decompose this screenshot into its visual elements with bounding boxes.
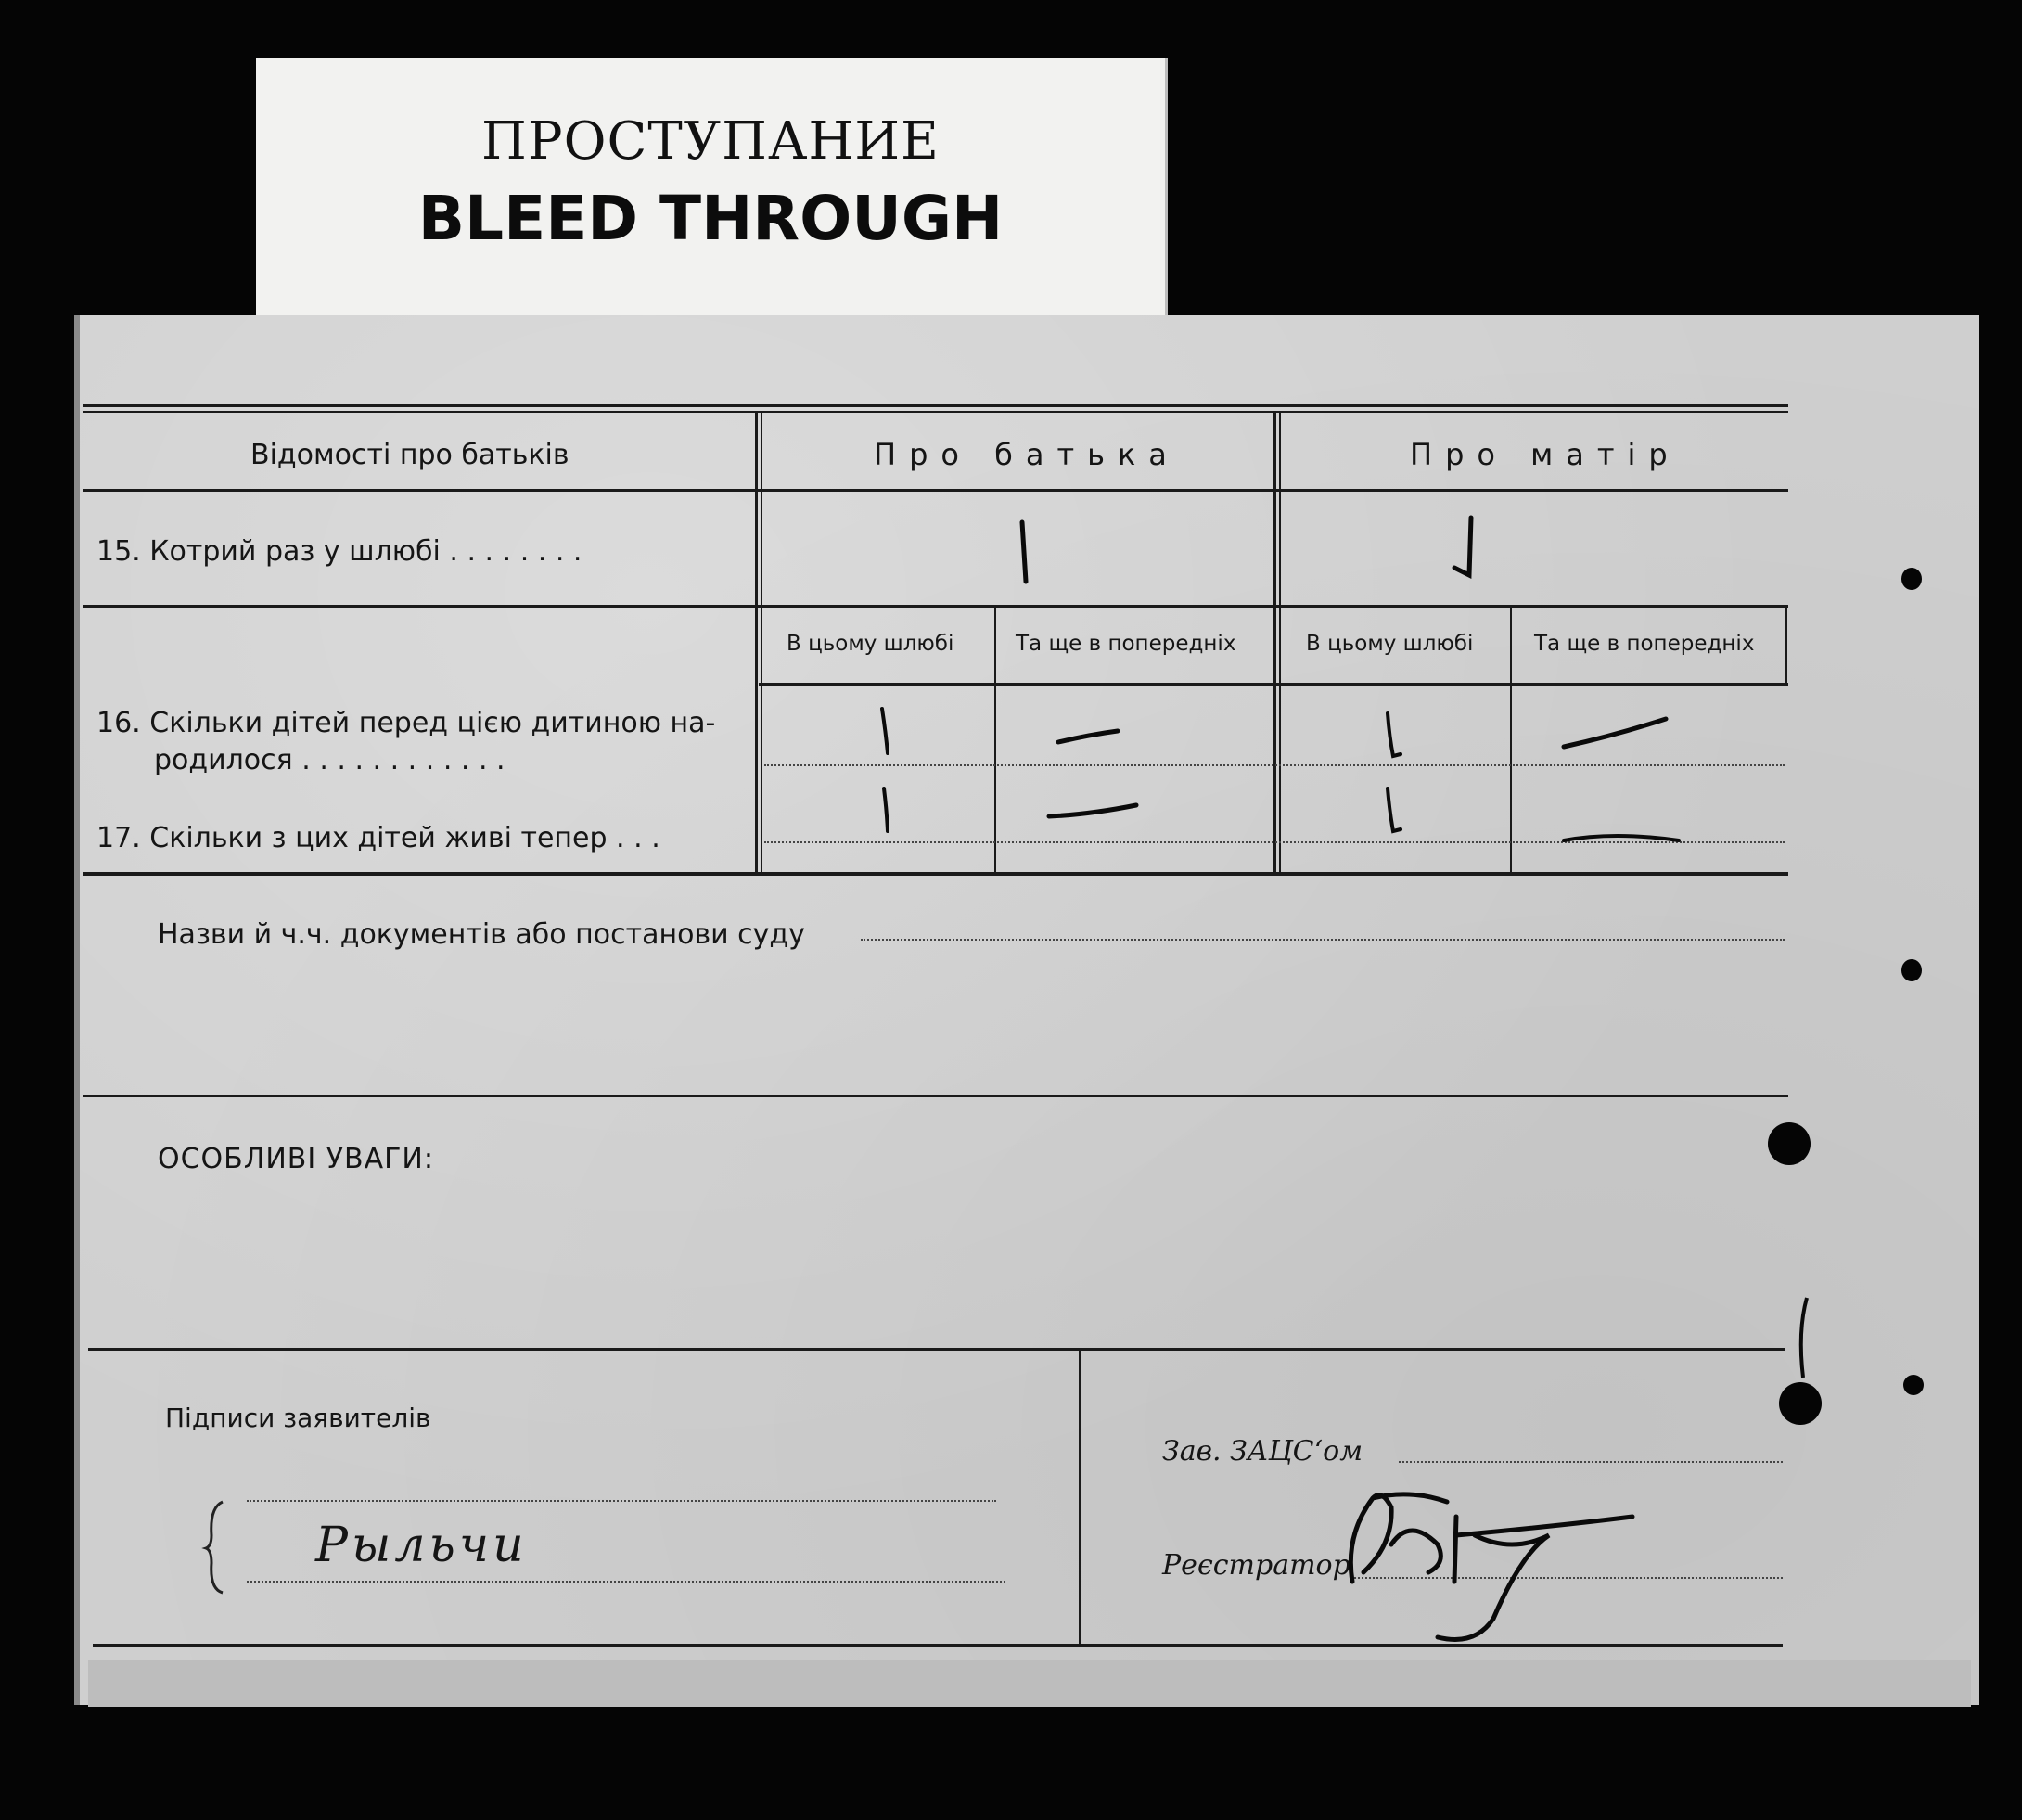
applicant-dotted-line-2	[247, 1581, 1005, 1583]
documents-label: Назви й ч.ч. документів або постанови суду	[158, 918, 805, 951]
col-divider-parents-2	[1279, 413, 1281, 872]
col-divider-mother-sub	[1510, 608, 1512, 872]
mother-previous-subheader: Та ще в попередніх	[1534, 632, 1755, 656]
applicant-signature: Рыльчи	[315, 1518, 528, 1573]
row16-dotted-line	[764, 764, 1785, 766]
notice-russian-text: ПРОСТУПАНИЕ	[481, 111, 940, 172]
row17-mother-this-handwritten	[1380, 785, 1408, 840]
row16-label-line2: родилося . . . . . . . . . . . .	[154, 744, 506, 776]
about-father-header: Про батька	[874, 437, 1180, 472]
punch-hole-4	[1779, 1382, 1822, 1425]
registrar-label: Реєстратор	[1162, 1549, 1350, 1582]
documents-dotted-line	[861, 939, 1785, 941]
father-previous-subheader: Та ще в попередніх	[1016, 632, 1236, 656]
punch-hole-3	[1768, 1122, 1811, 1165]
father-this-marriage-subheader: В цьому шлюбі	[787, 632, 954, 656]
row17-father-this-handwritten	[878, 785, 897, 840]
col-divider-main-2	[761, 413, 762, 872]
row16-father-this-handwritten	[877, 705, 895, 761]
col-divider-right-edge	[1785, 608, 1787, 686]
row16-label-line1: 16. Скільки дітей перед цією дитиною на-	[96, 707, 716, 739]
notes-bottom-rule	[88, 1348, 1785, 1351]
punch-hole-1	[1901, 568, 1922, 590]
parents-info-header: Відомості про батьків	[250, 439, 569, 471]
head-zags-dotted-line	[1399, 1461, 1783, 1463]
top-double-rule-2	[83, 411, 1788, 413]
row16-father-previous-handwritten	[1053, 722, 1127, 750]
sheet-bottom-edge	[88, 1660, 1971, 1707]
punch-hole-5	[1903, 1375, 1924, 1395]
applicants-signatures-label: Підписи заявителів	[165, 1403, 431, 1433]
col-divider-main	[755, 413, 758, 872]
applicant-dotted-line-1	[247, 1500, 996, 1502]
documents-bottom-rule	[83, 1095, 1788, 1097]
row15-mother-handwritten	[1445, 512, 1491, 586]
row15-father-handwritten	[1011, 515, 1039, 589]
signature-divider	[1079, 1348, 1081, 1645]
margin-pencil-mark	[1790, 1294, 1818, 1382]
row17-label: 17. Скільки з цих дітей живі тепер . . .	[96, 822, 660, 854]
table-bottom-rule	[83, 872, 1788, 876]
row17-mother-previous-handwritten	[1558, 827, 1688, 850]
col-divider-father-sub	[994, 608, 996, 872]
bleed-through-notice	[256, 58, 1168, 322]
about-mother-header: Про матір	[1410, 437, 1681, 472]
mother-this-marriage-subheader: В цьому шлюбі	[1306, 632, 1474, 656]
row17-father-previous-handwritten	[1043, 796, 1145, 824]
punch-hole-2	[1901, 959, 1922, 981]
notice-english-text: BLEED THROUGH	[417, 183, 1004, 254]
head-zags-label: Зав. ЗАЦС‘ом	[1162, 1435, 1363, 1468]
special-notes-label: ОСОБЛИВІ УВАГИ:	[158, 1143, 434, 1175]
registrar-signature	[1336, 1480, 1642, 1647]
row15-label: 15. Котрий раз у шлюбі . . . . . . . .	[96, 535, 582, 568]
row16-mother-this-handwritten	[1380, 710, 1408, 765]
row16-mother-previous-handwritten	[1558, 710, 1679, 756]
applicant-brace	[202, 1498, 230, 1596]
top-double-rule-1	[83, 404, 1788, 407]
header-bottom-rule	[83, 489, 1788, 492]
col-divider-parents	[1273, 413, 1276, 872]
row15-bottom-rule	[83, 605, 1788, 608]
